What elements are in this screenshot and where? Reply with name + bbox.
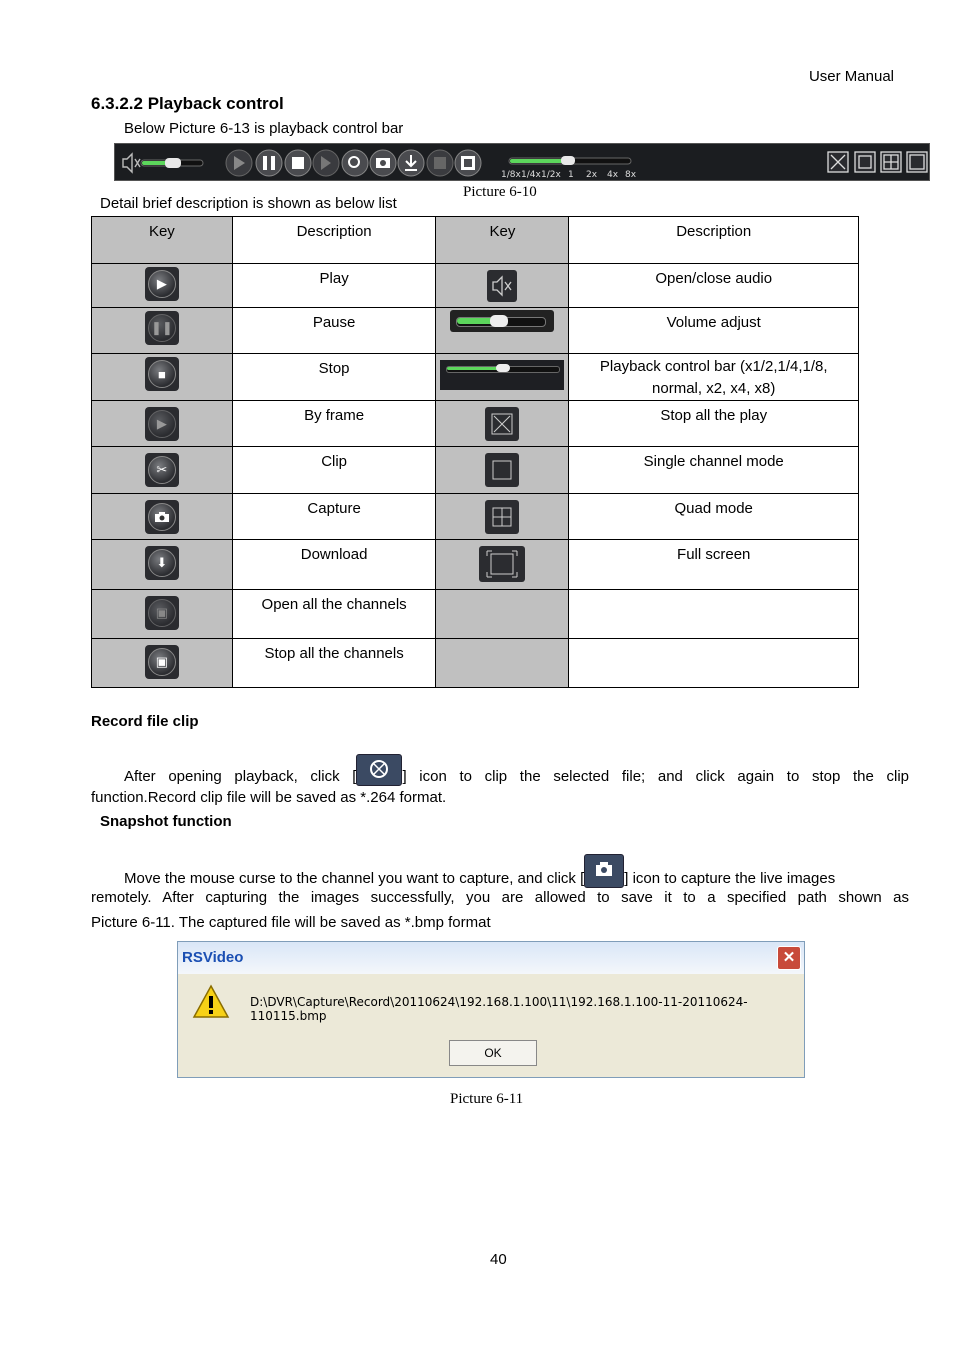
table-row (92, 401, 859, 447)
table-header: Key (436, 217, 569, 264)
table-row (92, 447, 859, 494)
page-number: 40 (490, 1251, 507, 1268)
stop-all-channels-icon: ▣ (145, 645, 179, 679)
key-description: Play (232, 264, 436, 308)
ok-button[interactable]: OK (449, 1040, 537, 1066)
table-row (92, 639, 859, 688)
key-description: Single channel mode (569, 447, 859, 494)
list-intro: Detail brief description is shown as below list (100, 195, 397, 212)
key-description: Open/close audio (569, 264, 859, 308)
mode-buttons (828, 152, 927, 172)
speed-tick-labels (501, 170, 637, 180)
key-description: By frame (232, 401, 436, 447)
dialog-message: D:\DVR\Capture\Record\20110624\192.168.1.100\11\192.168.1.100-11-20110624-110115.bmp (250, 995, 748, 1023)
picture-caption: Picture 6-11 (450, 1091, 524, 1107)
clip-icon: ✂ (145, 453, 179, 487)
key-description: Full screen (569, 540, 859, 590)
key-description: Clip (232, 447, 436, 494)
empty-key-cell (436, 639, 569, 688)
key-description: Stop all the channels (232, 639, 436, 688)
clip-icon (356, 754, 402, 786)
section-title: 6.3.2.2 Playback control (91, 94, 284, 113)
record-clip-line2: function.Record clip file will be saved as *.264 format. (91, 789, 447, 806)
table-header: Description (569, 217, 859, 264)
speed-slider-icon (440, 360, 564, 390)
dialog-title: RSVideo (182, 949, 244, 966)
table-row (92, 308, 859, 354)
open-all-channels-icon: ▣ (145, 596, 179, 630)
playback-control-bar (114, 143, 930, 181)
audio-mute-icon (487, 270, 517, 302)
pause-icon: ❚❚ (145, 311, 179, 345)
key-description: Pause (232, 308, 436, 354)
snapshot-text-after: ] icon to capture the live images (624, 870, 836, 887)
empty-description-cell (569, 590, 859, 639)
control-bar-graphic (115, 144, 931, 182)
camera-icon (145, 500, 179, 534)
table-header: Description (232, 217, 436, 264)
dialog-titlebar (178, 942, 804, 974)
speed-label: 1 (568, 170, 574, 180)
empty-key-cell (436, 590, 569, 639)
record-clip-title: Record file clip (91, 713, 199, 730)
warning-icon (192, 984, 230, 1020)
fullscreen-icon (479, 546, 525, 582)
single-channel-icon (485, 453, 519, 487)
snapshot-line3: Picture 6-11. The captured file will be saved as *.bmp format (91, 914, 491, 931)
audio-mute-icon (123, 154, 140, 172)
running-header: User Manual (808, 68, 894, 85)
key-description: Quad mode (569, 494, 859, 540)
key-description: Capture (232, 494, 436, 540)
section-intro: Below Picture 6-13 is playback control bar (124, 120, 404, 137)
key-description: Open all the channels (232, 590, 436, 639)
control-buttons (226, 150, 481, 176)
key-description: Volume adjust (569, 308, 859, 354)
key-description: Download (232, 540, 436, 590)
table-row (92, 264, 859, 308)
table-header: Key (92, 217, 233, 264)
close-button[interactable]: ✕ (777, 946, 801, 970)
key-description: Stop (232, 354, 436, 401)
speed-label: 2x (586, 170, 598, 180)
picture-caption: Picture 6-10 (463, 184, 537, 200)
speed-label: 1/8x (501, 170, 521, 180)
stop-icon: ■ (145, 357, 179, 391)
volume-slider-icon (450, 310, 554, 332)
table-row (92, 354, 859, 401)
stop-all-play-icon (485, 407, 519, 441)
play-icon: ▶ (145, 267, 179, 301)
empty-description-cell (569, 639, 859, 688)
key-description: Playback control bar (x1/2,1/4,1/8, normal, x2, x4, x8) (569, 354, 859, 401)
quad-mode-icon (485, 500, 519, 534)
table-row (92, 494, 859, 540)
speed-label: 1/2x (541, 170, 561, 180)
key-description-table (91, 216, 859, 688)
speed-label: 8x (625, 170, 637, 180)
speed-label: 4x (607, 170, 619, 180)
speed-label: 1/4x (521, 170, 541, 180)
frame-step-icon: ▶ (145, 407, 179, 441)
key-description: Stop all the play (569, 401, 859, 447)
snapshot-text-before: Move the mouse curse to the channel you want to capture, and click [ (124, 870, 585, 887)
table-row (92, 540, 859, 590)
download-icon: ⬇ (145, 546, 179, 580)
rsvideo-dialog (177, 941, 805, 1078)
record-clip-text-before: After opening playback, click [ (124, 768, 357, 785)
table-row (92, 590, 859, 639)
table-header-row (92, 217, 859, 264)
snapshot-line2: remotely. After capturing the images successfully, you are allowed to save it to a specified path shown as (91, 889, 909, 906)
record-clip-text-after: ] icon to clip the selected file; and click again to stop the clip (402, 768, 909, 785)
snapshot-title: Snapshot function (100, 813, 232, 830)
